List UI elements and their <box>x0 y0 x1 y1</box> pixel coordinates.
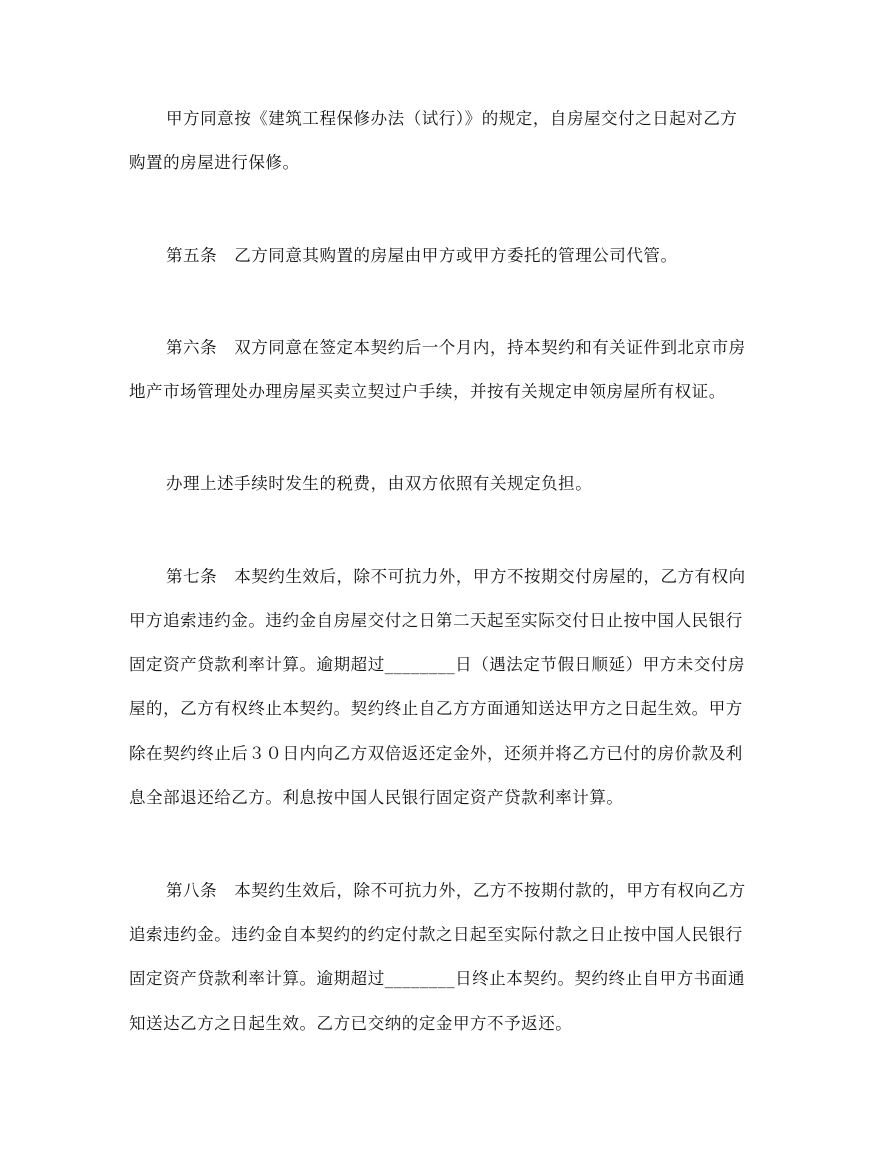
article-6-line-2: 地产市场管理处办理房屋买卖立契过户手续，并按有关规定申领房屋所有权证。 <box>129 382 726 401</box>
article-7-line-1: 第七条 本契约生效后，除不可抗力外，甲方不按期交付房屋的，乙方有权向 <box>166 567 746 586</box>
article-5-line-1: 第五条 乙方同意其购置的房屋由甲方或甲方委托的管理公司代管。 <box>166 246 678 265</box>
paragraph-warranty-line-2: 购置的房屋进行保修。 <box>129 153 300 172</box>
article-7-line-5: 除在契约终止后３０日内向乙方双倍返还定金外，还须并将乙方已付的房价款及利 <box>129 744 743 763</box>
paragraph-taxes-line-1: 办理上述手续时发生的税费，由双方依照有关规定负担。 <box>166 474 593 493</box>
article-8-line-4: 知送达乙方之日起生效。乙方已交纳的定金甲方不予返还。 <box>129 1014 573 1033</box>
article-8-line-1: 第八条 本契约生效后，除不可抗力外，乙方不按期付款的，甲方有权向乙方 <box>166 881 746 900</box>
article-7-line-2: 甲方追索违约金。违约金自房屋交付之日第二天起至实际交付日止按中国人民银行 <box>129 611 743 630</box>
article-7-line-4: 屋的，乙方有权终止本契约。契约终止自乙方方面通知送达甲方之日起生效。甲方 <box>129 699 743 718</box>
paragraph-warranty-line-1: 甲方同意按《建筑工程保修办法（试行）》的规定，自房屋交付之日起对乙方 <box>166 109 738 128</box>
article-8-line-2: 追索违约金。违约金自本契约的约定付款之日起至实际付款之日止按中国人民银行 <box>129 925 743 944</box>
article-6-line-1: 第六条 双方同意在签定本契约后一个月内，持本契约和有关证件到北京市房 <box>166 338 746 357</box>
article-8-line-3: 固定资产贷款利率计算。逾期超过________日终止本契约。契约终止自甲方书面通 <box>129 969 745 988</box>
article-7-line-3: 固定资产贷款利率计算。逾期超过________日（遇法定节假日顺延）甲方未交付房 <box>129 655 745 674</box>
article-7-line-6: 息全部退还给乙方。利息按中国人民银行固定资产贷款利率计算。 <box>129 788 624 807</box>
